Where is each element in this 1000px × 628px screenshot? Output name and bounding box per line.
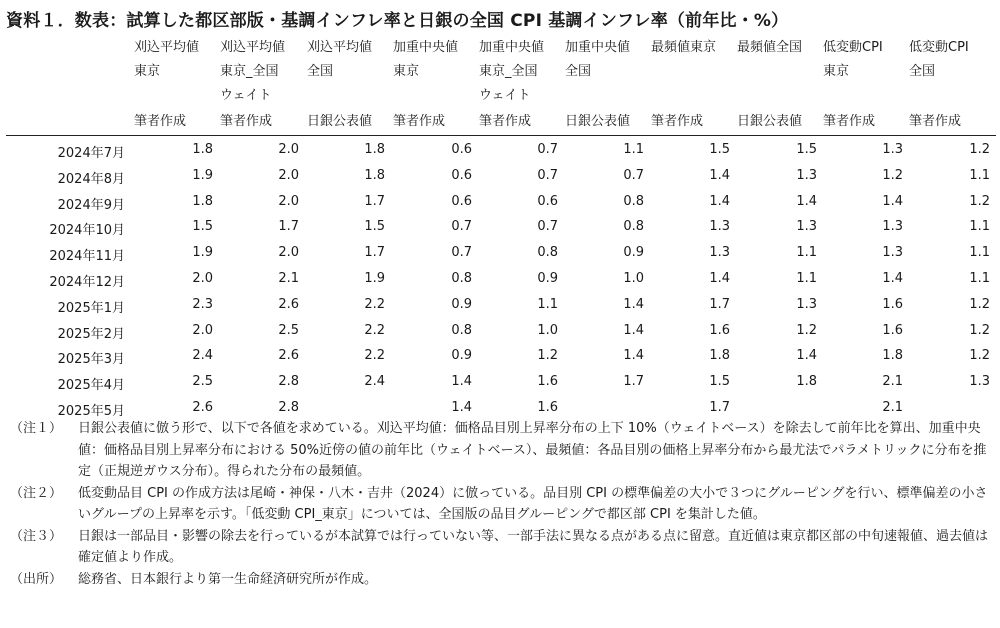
table-cell: 1.7 (709, 296, 730, 312)
column-source: 筆者作成 (651, 114, 704, 129)
table-cell: 1.7 (364, 193, 385, 209)
table-cell: 1.3 (796, 296, 817, 312)
table-cell: 1.8 (709, 348, 730, 364)
table-cell: 1.7 (709, 399, 730, 415)
table-cell: 1.1 (969, 219, 990, 235)
table-cell: 1.4 (709, 167, 730, 183)
table-cell: 1.9 (192, 167, 213, 183)
table-cell: 2.8 (278, 374, 299, 390)
table-cell: 1.5 (709, 142, 730, 157)
table-cell: 1.8 (364, 167, 385, 183)
table-cell: 2.6 (278, 348, 299, 364)
table-cell: 0.6 (537, 193, 558, 209)
row-date: 2024年8月 (57, 171, 125, 187)
table-cell: 1.8 (364, 142, 385, 157)
table-cell: 0.6 (451, 167, 472, 183)
footnote-text: 低変動品目 CPI の作成方法は尾崎・神保・八木・吉井（2024）に倣っている。品目別 CPI の標準偏差の大小で３つにグルーピングを行い、標準偏差の小さいグループの上昇率を示す。「低変動 CPI_東京」については、全国版の品目グルーピングで都区部 CPI を集計した値。 (78, 485, 988, 522)
column-header-line: 東京 (393, 64, 420, 79)
table-cell: 1.9 (364, 270, 385, 286)
column-header-line (307, 84, 372, 108)
column-source: 日銀公表値 (565, 114, 631, 129)
row-date: 2024年12月 (49, 274, 125, 290)
table-cell: 1.2 (537, 348, 558, 364)
column-header-line: ウェイト (220, 88, 272, 103)
table-cell: 0.8 (623, 193, 644, 209)
table-cell: 2.0 (278, 142, 299, 157)
table-cell: 1.7 (364, 245, 385, 261)
column-header-line: 加重中央値 (565, 40, 631, 55)
table-cell: 1.6 (709, 322, 730, 338)
column-header (651, 36, 717, 129)
table-cell: 0.7 (537, 167, 558, 183)
table-cell: 0.7 (537, 219, 558, 235)
table-cell: 0.7 (623, 167, 644, 183)
table-cell: 2.2 (364, 348, 385, 364)
table-row (0, 293, 1000, 319)
table-cell: 1.5 (796, 142, 817, 157)
table-cell: 1.1 (969, 270, 990, 286)
column-header-line: ウェイト (479, 88, 531, 103)
column-header-line: 低変動CPI (823, 40, 883, 55)
table-cell: 1.4 (451, 399, 472, 415)
column-header-line (737, 84, 802, 108)
column-header (737, 36, 803, 129)
table-cell: 1.1 (537, 296, 558, 312)
table-cell: 2.0 (192, 322, 213, 338)
table-row (0, 370, 1000, 396)
table-cell: 1.4 (796, 348, 817, 364)
table-row (0, 138, 1000, 164)
table-cell: 1.3 (882, 219, 903, 235)
column-header-line: 最頻値全国 (737, 40, 803, 55)
table-cell: 2.5 (278, 322, 299, 338)
table-row (0, 344, 1000, 370)
column-source: 日銀公表値 (737, 114, 803, 129)
table-cell: 2.2 (364, 296, 385, 312)
table-cell: 1.4 (623, 322, 644, 338)
table-cell: 1.0 (623, 270, 644, 286)
column-header (823, 36, 883, 129)
table-cell: 1.8 (192, 142, 213, 157)
column-header-line: 全国 (565, 64, 592, 79)
table-cell: 1.2 (796, 322, 817, 338)
column-header-line (651, 84, 716, 108)
table-cell: 1.3 (796, 219, 817, 235)
table-cell: 2.6 (278, 296, 299, 312)
column-header (134, 36, 200, 129)
table-cell: 1.4 (796, 193, 817, 209)
column-header-line: 加重中央値 (393, 40, 459, 55)
table-cell: 0.9 (537, 270, 558, 286)
footnote-text: 日銀公表値に倣う形で、以下で各値を求めている。刈込平均値：価格品目別上昇率分布の上下 10%（ウェイトベース）を除去して前年比を算出、加重中央値：価格品目別上昇率分布における 50%近傍の値の前年比（ウェイトベース）、最頻値：各品目別の価格上昇率分布から最尤法でパラメトリックに分布を推定（正規逆ガウス分布）。得られた分布の最頻値。 (78, 421, 987, 479)
table-cell: 1.4 (451, 374, 472, 390)
column-source: 筆者作成 (220, 114, 273, 129)
table-cell: 2.6 (192, 399, 213, 415)
column-header-line: 刈込平均値 (134, 40, 200, 55)
table-cell: 1.6 (882, 296, 903, 312)
table-cell: 0.9 (451, 348, 472, 364)
table-cell: 1.3 (796, 167, 817, 183)
table-cell: 1.5 (192, 219, 213, 235)
header-divider (6, 135, 996, 136)
table-cell: 2.1 (278, 270, 299, 286)
table-cell: 1.4 (709, 193, 730, 209)
row-date: 2025年2月 (57, 326, 125, 342)
table-cell: 1.8 (192, 193, 213, 209)
row-date: 2025年3月 (57, 352, 125, 368)
column-header-line: 最頻値東京 (651, 40, 717, 55)
table-cell: 1.4 (882, 270, 903, 286)
page-title: 資料１．数表：試算した都区部版・基調インフレ率と日銀の全国 CPI 基調インフレ率（前年比・%） (6, 11, 789, 31)
column-header (307, 36, 373, 129)
table-cell: 1.2 (969, 142, 990, 157)
table-cell: 2.8 (278, 399, 299, 415)
footnote-text: 日銀は一部品目・影響の除去を行っているが本試算では行っていない等、一部手法に異なる点がある点に留意。直近値は東京都区部の中旬速報値、過去値は確定値より作成。 (78, 528, 989, 565)
footnote-text: 総務省、日本銀行より第一生命経済研究所が作成。 (78, 571, 378, 587)
table-cell: 1.4 (709, 270, 730, 286)
footnote (10, 526, 994, 569)
table-cell: 1.7 (278, 219, 299, 235)
row-date: 2025年5月 (57, 403, 125, 419)
table-row (0, 190, 1000, 216)
table-cell: 1.5 (364, 219, 385, 235)
table-cell: 1.1 (623, 142, 644, 157)
column-source: 筆者作成 (134, 114, 187, 129)
column-header-line: 全国 (307, 64, 334, 79)
row-date: 2024年10月 (49, 223, 125, 239)
table-cell: 2.0 (192, 270, 213, 286)
row-date: 2024年9月 (57, 197, 125, 213)
footnote (10, 483, 994, 526)
table-cell: 1.2 (969, 322, 990, 338)
table-cell: 1.2 (969, 296, 990, 312)
table-cell: 1.3 (969, 374, 990, 390)
table-cell: 0.7 (451, 219, 472, 235)
column-header (565, 36, 631, 129)
column-header-line: 東京 (134, 64, 161, 79)
column-source: 筆者作成 (393, 114, 446, 129)
table-cell: 2.1 (882, 374, 903, 390)
table-cell: 1.4 (882, 193, 903, 209)
table-cell: 1.3 (882, 245, 903, 261)
footnote-tag: （注１） (10, 421, 63, 436)
table-cell: 1.7 (623, 374, 644, 390)
table-cell: 1.0 (537, 322, 558, 338)
column-header-line (565, 84, 630, 108)
table-cell: 2.2 (364, 322, 385, 338)
column-header-line: 加重中央値 (479, 40, 545, 55)
column-header-line: 低変動CPI (909, 40, 969, 55)
table-cell: 0.7 (537, 142, 558, 157)
column-header-line (393, 84, 458, 108)
table-cell: 1.4 (623, 296, 644, 312)
column-source: 筆者作成 (479, 114, 532, 129)
column-header-line: 全国 (909, 64, 936, 79)
table-cell: 0.6 (451, 142, 472, 157)
column-header-line: 東京_全国 (220, 64, 279, 79)
column-header-line (823, 84, 883, 108)
table-cell: 0.9 (451, 296, 472, 312)
table-row (0, 164, 1000, 190)
column-header-line (651, 60, 716, 84)
table-cell: 1.4 (623, 348, 644, 364)
row-date: 2025年1月 (57, 300, 125, 316)
table-cell: 0.9 (623, 245, 644, 261)
table-row (0, 319, 1000, 345)
column-header (909, 36, 969, 129)
column-header-line: 刈込平均値 (220, 40, 286, 55)
table-cell: 2.0 (278, 193, 299, 209)
footnote (10, 418, 994, 483)
table-cell: 1.6 (537, 399, 558, 415)
column-source: 日銀公表値 (307, 114, 373, 129)
table-cell: 2.4 (364, 374, 385, 390)
column-header (220, 36, 286, 129)
footnote-tag: （出所） (10, 571, 63, 587)
table-cell: 0.8 (623, 219, 644, 235)
table-cell: 2.0 (278, 167, 299, 183)
table-cell: 2.1 (882, 399, 903, 415)
table-cell: 0.6 (451, 193, 472, 209)
table-row (0, 267, 1000, 293)
table-row (0, 215, 1000, 241)
column-header-line: 東京_全国 (479, 64, 538, 79)
table-cell: 1.6 (882, 322, 903, 338)
column-header (479, 36, 545, 129)
column-header-line: 東京 (823, 64, 850, 79)
column-header-line (737, 60, 802, 84)
table-cell: 0.8 (537, 245, 558, 261)
row-date: 2025年4月 (57, 378, 125, 394)
column-header (393, 36, 459, 129)
table-cell: 0.7 (451, 245, 472, 261)
column-header-line (909, 84, 969, 108)
notes (10, 418, 994, 590)
table-cell: 1.3 (709, 219, 730, 235)
table-body (0, 138, 1000, 422)
table-row (0, 241, 1000, 267)
table-cell: 1.9 (192, 245, 213, 261)
table-cell: 1.3 (709, 245, 730, 261)
table-cell: 1.2 (969, 193, 990, 209)
column-header-line (134, 84, 199, 108)
table-cell: 1.8 (882, 348, 903, 364)
table-cell: 1.3 (882, 142, 903, 157)
table-cell: 1.8 (796, 374, 817, 390)
table-cell: 1.1 (796, 270, 817, 286)
table-cell: 1.1 (969, 245, 990, 261)
table-cell: 2.0 (278, 245, 299, 261)
footnote-tag: （注３） (10, 528, 63, 544)
footnote-tag: （注２） (10, 485, 63, 501)
table-cell: 1.6 (537, 374, 558, 390)
row-date: 2024年11月 (49, 249, 125, 265)
column-source: 筆者作成 (909, 114, 962, 129)
table-cell: 1.1 (969, 167, 990, 183)
table-cell: 1.1 (796, 245, 817, 261)
column-source: 筆者作成 (823, 114, 876, 129)
table-cell: 0.8 (451, 270, 472, 286)
row-date: 2024年7月 (57, 146, 125, 161)
footnote (10, 569, 994, 591)
column-header-line: 刈込平均値 (307, 40, 373, 55)
table-cell: 2.3 (192, 296, 213, 312)
table-cell: 2.5 (192, 374, 213, 390)
table-cell: 0.8 (451, 322, 472, 338)
table-cell: 1.2 (969, 348, 990, 364)
table-cell: 1.2 (882, 167, 903, 183)
table-cell: 2.4 (192, 348, 213, 364)
table-cell: 1.5 (709, 374, 730, 390)
